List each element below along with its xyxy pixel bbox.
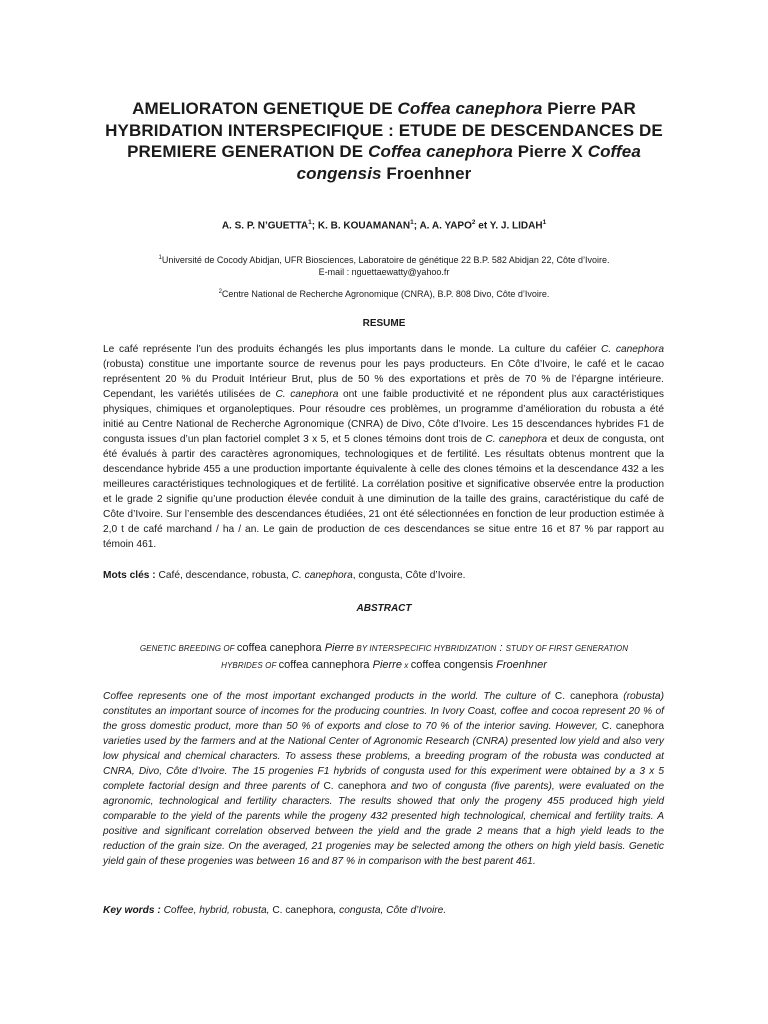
affiliation-text: Université de Cocody Abidjan, UFR Biosciences, Laboratoire de génétique 22 B.P. 582 Abidjan 22, Côte d’Ivoire.: [161, 255, 610, 265]
author-name: A. S. P. N’GUETTA: [221, 220, 309, 232]
text-run: Coffee represents one of the most important exchanged products in the world. The culture of: [103, 691, 555, 702]
title-part: Pierre PAR HYBRIDATION INTERSPECIFIQUE : ETUDE DE DESCENDANCES DE PREMIERE GENERATION DE: [105, 99, 663, 161]
author-name: et Y. J. LIDAH: [475, 220, 543, 232]
abstract-heading: ABSTRACT: [356, 603, 412, 614]
title-species: Coffea canephora: [397, 99, 543, 118]
author-list: [100, 219, 668, 231]
title-part: Pierre: [321, 642, 355, 654]
key-words: [103, 903, 664, 918]
title-species: coffea congensis: [410, 659, 494, 671]
title-part: Pierre: [369, 659, 402, 671]
keyword-text: Coffee, hybrid, robusta,: [163, 905, 273, 916]
species-name: C. canephora: [554, 691, 619, 702]
title-part: GENETIC BREEDING OF: [139, 644, 237, 653]
title-species: coffea canephora: [236, 642, 322, 654]
paper-title: [100, 98, 668, 184]
title-species: Coffea canephora: [368, 142, 513, 161]
text-run: ont une faible productivité et ne répondent plus aux caractéristiques physiques, chimiques et organoleptiques. Pour résoudre ces problèmes, un programme d’amélioration du robusta a été initié au Centre National de Recherche Agronomique (CNRA) de Divo, Côte d’Ivoire. Les 15 descendances hybrides F1 de congusta issues d’un plan factoriel complet 3 x 5, et 5 clones témoins dont trois de: [103, 389, 664, 445]
title-part: Froenhner: [493, 659, 547, 671]
affiliation-text: Centre National de Recherche Agronomique (CNRA), B.P. 808 Divo, Côte d’Ivoire.: [221, 289, 550, 299]
species-name: C. canephora: [601, 721, 664, 732]
author-name: ; A. A. YAPO: [413, 220, 472, 232]
affiliation-marker: 2: [471, 219, 476, 226]
text-run: and two of congusta (five parents), were evaluated on the agronomic, technological and fertility characters. The results showed that only the progeny 455 produced high yield comparable to the yield of the parents while the progeny 432 presented high technological, chemical and fertility traits. A positive and significant correlation observed between the yield and the grade 2 means that a high yield leads to the reduction of the grain size. On the averaged, 21 progenies may be selected among the others on high yield basis. Genetic yield gain of these progenies was between 16 and 87 % in comparison with the best parent 461.: [103, 781, 664, 867]
species-name: C. canephora: [485, 434, 548, 445]
title-part: Pierre X: [512, 142, 588, 161]
title-part: HYBRIDES OF: [221, 661, 279, 670]
affiliation-marker: 1: [410, 219, 414, 226]
keyword-text: Café, descendance, robusta,: [158, 570, 292, 581]
title-part: Froenhner: [381, 163, 472, 183]
text-run: (robusta) constitue une importante source de revenus pour les pays producteurs. En Côte d’Ivoire, le café et le cacao représentent 20 % du Produit Intérieur Brut, plus de 50 % des exportations et près de 70 % de l’épargne intérieure. Cependant, les variétés utilisées de: [103, 359, 664, 400]
title-part: BY INTERSPECIFIC HYBRIDIZATION: [354, 644, 497, 653]
affiliation-2: [100, 286, 668, 300]
key-words-label: Key words :: [103, 905, 164, 916]
title-part: x: [401, 661, 411, 670]
title-part: STUDY OF FIRST GENERATION: [505, 644, 629, 653]
author-name: ; K. B. KOUAMANAN: [311, 220, 411, 232]
species-name: C. canephora: [601, 344, 664, 355]
title-species: Coffea congensis: [296, 142, 641, 183]
keyword-text: , congusta, Côte d’Ivoire.: [333, 905, 447, 916]
species-name: C. canephora: [272, 905, 334, 916]
text-run: Le café représente l’un des produits échangés les plus importants dans le monde. La culture du caféier: [103, 344, 602, 355]
title-species: coffea cannephora: [278, 659, 370, 671]
keyword-text: , congusta, Côte d’Ivoire.: [352, 570, 466, 581]
species-name: C. canephora: [291, 570, 353, 581]
mots-cles: [103, 568, 664, 583]
text-run: varieties used by the farmers and at the National Center of Agronomic Research (CNRA) presented low yield and also very low physical and chemical characters. To assess these problems, a breeding program of the robusta was conducted at CNRA, Divo, Côte d’Ivoire. The 15 progenies F1 hybrids of congusta used for this experiment were obtained by a 3 x 5 complete factorial design and three parents of: [103, 736, 664, 792]
text-run: (robusta) constitutes an important source of incomes for the producing countries. In Ivory Coast, coffee and cocoa represent 20 % of the gross domestic product, more than 50 % of exports and close to 70 % of the interior saving. However,: [103, 691, 664, 732]
affiliation-marker: 1: [542, 219, 547, 226]
species-name: C. canephora: [323, 781, 387, 792]
affiliation-1: [100, 252, 668, 278]
affiliation-marker: 1: [308, 219, 312, 226]
affiliation-marker: 1: [158, 255, 162, 261]
resume-body: [103, 342, 664, 552]
species-name: C. canephora: [275, 389, 339, 400]
mots-cles-label: Mots clés :: [103, 570, 159, 581]
title-part: :: [496, 642, 506, 654]
abstract-body: [103, 689, 664, 869]
resume-heading: RESUME: [362, 318, 406, 329]
english-title: [100, 640, 668, 674]
author-email: E-mail : nguettaewatty@yahoo.fr: [318, 267, 450, 277]
title-part: AMELIORATON GENETIQUE DE: [132, 99, 398, 118]
text-run: et deux de congusta, ont été évalués à partir des caractères agronomiques, technologiques et de fertilité. Les résultats obtenus montrent que la descendance hybride 455 a une production importante équivalente à celle des clones témoins et la descendance 432 a les meilleures caractéristiques technologiques et de fertilité. La corrélation positive et significative observée entre la production et le grade 2 signifie qu’une production élevée conduit à une diminution de la taille des grains, caractéristique du café de Côte d’Ivoire. Sur l’ensemble des descendances étudiées, 21 ont été sélectionnées en fonction de leur production estimée à 2,0 t de café marchand / ha / an. Le gain de production de ces descendances se situe entre 16 et 87 % par rapport au témoin 461.: [103, 434, 664, 550]
affiliation-marker: 2: [218, 289, 222, 295]
